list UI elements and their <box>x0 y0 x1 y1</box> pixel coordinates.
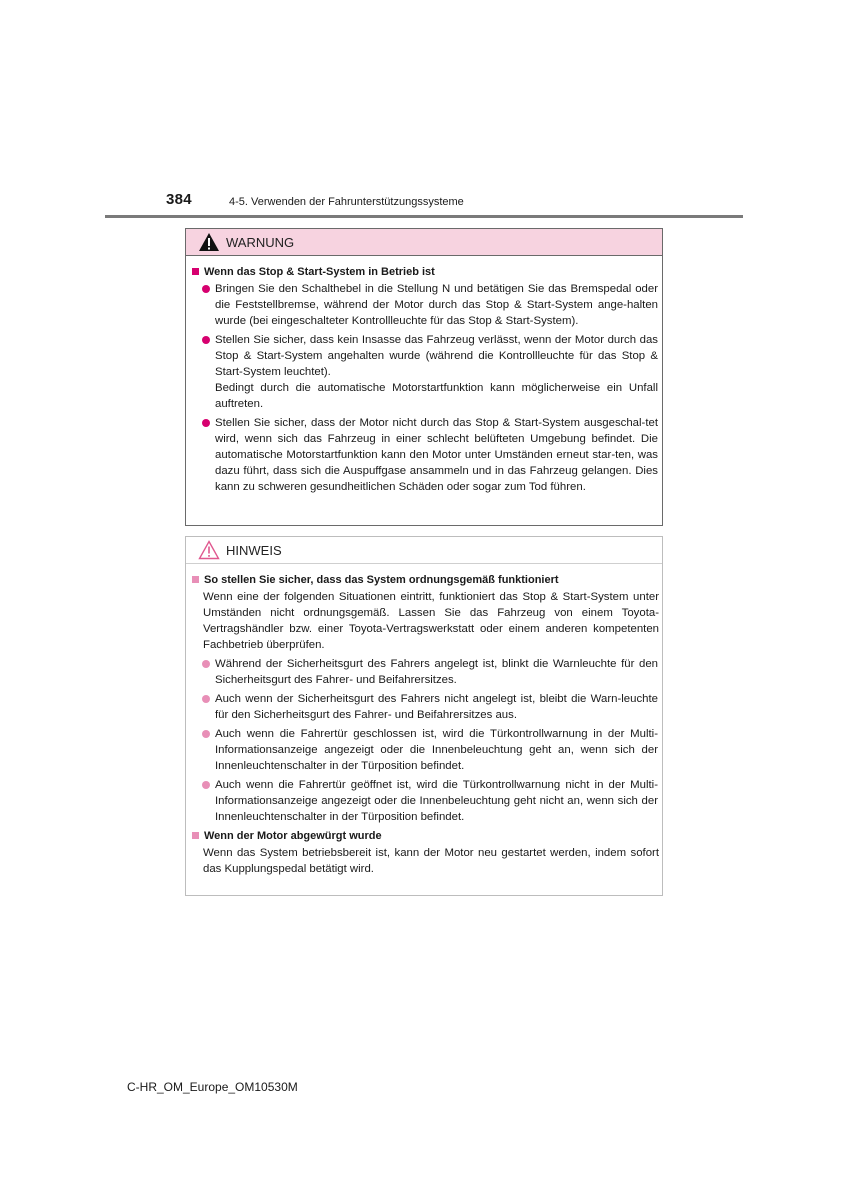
warning-heading-text: Wenn das Stop & Start-System in Betrieb ist <box>204 266 435 278</box>
warning-item-text: Stellen Sie sicher, dass der Motor nicht durch das Stop & Start-System ausgeschal-tet wird, wenn sich das Fahrzeug in einer schlecht belüfteten Umgebung befindet. Die automatische Motorstartfunktion kann den Motor unter Umständen erneut star-ten, was dazu führt, dass sich die Auspuffgase ansammeln und in das Fahrzeug gelangen. Dies kann zu schweren gesundheitlichen Schäden oder sogar zum Tod führen. <box>215 417 658 493</box>
note-header <box>186 537 662 564</box>
square-bullet-icon <box>192 576 199 583</box>
page-number: 384 <box>166 191 192 208</box>
bullet-icon <box>202 285 210 293</box>
caution-triangle-icon <box>198 540 220 560</box>
note-heading-text: Wenn der Motor abgewürgt wurde <box>204 830 382 842</box>
note-item-text: Auch wenn die Fahrertür geschlossen ist, wird die Türkontrollwarnung in der Multi-Informationsanzeige angezeigt oder die Innenbeleuchtung geht an, wenn sich der Innenleuchtenschalter in der Türposition befindet. <box>215 728 658 772</box>
bullet-icon <box>202 419 210 427</box>
bullet-icon <box>202 730 210 738</box>
note-heading-text: So stellen Sie sicher, dass das System ordnungsgemäß funktioniert <box>204 574 559 586</box>
warning-box <box>185 228 663 526</box>
note-item-text: Während der Sicherheitsgurt des Fahrers angelegt ist, blinkt die Warnleuchte für den Sicherheitsgurt des Fahrer- und Beifahrersitzes. <box>215 658 658 686</box>
warning-header <box>186 229 662 256</box>
warning-item <box>202 332 658 412</box>
warning-heading <box>190 264 658 280</box>
warning-item <box>202 281 658 329</box>
note-item <box>202 726 658 774</box>
warning-item-extra: Bedingt durch die automatische Motorstartfunktion kann möglicherweise ein Unfall auftreten. <box>215 382 658 410</box>
note-item-text: Auch wenn die Fahrertür geöffnet ist, wird die Türkontrollwarnung nicht in der Multi-Informationsanzeige angezeigt oder die Innenbeleuchtung geht nicht an, wenn sich der Innenleuchtenschalter in der Türposition befindet. <box>215 779 658 823</box>
warning-item-main: Stellen Sie sicher, dass kein Insasse das Fahrzeug verlässt, wenn der Motor durch das Stop & Start-System angehalten wurde (während die Kontrollleuchte für das Stop & Start-System leuchtet). <box>215 334 658 378</box>
document-code: C-HR_OM_Europe_OM10530M <box>127 1080 298 1094</box>
bullet-icon <box>202 781 210 789</box>
section-title: 4-5. Verwenden der Fahrunterstützungssysteme <box>229 196 464 208</box>
note-title: HINWEIS <box>226 542 282 558</box>
note-item <box>202 777 658 825</box>
bullet-icon <box>202 336 210 344</box>
square-bullet-icon <box>192 268 199 275</box>
square-bullet-icon <box>192 832 199 839</box>
header-divider <box>105 215 743 218</box>
note-item <box>202 656 658 688</box>
note-heading <box>190 572 658 588</box>
warning-item-text: Bringen Sie den Schalthebel in die Stellung N und betätigen Sie das Bremspedal oder die Feststellbremse, während der Motor durch das Stop & Start-System ange-halten wurde (bei eingeschalteter Kontrollleuchte für das Stop & Start-System). <box>215 283 658 327</box>
note-intro: Wenn eine der folgenden Situationen eintritt, funktioniert das Stop & Start-System unter Umständen nicht ordnungsgemäß. Lassen Sie das Fahrzeug von einem Toyota-Vertragshändler bzw. einer Toyota-Vertragswerkstatt oder einem anderen kompetenten Fachbetrieb überprüfen. <box>203 591 659 651</box>
warning-item-text <box>215 332 658 412</box>
note-box <box>185 536 663 896</box>
warning-title: WARNUNG <box>226 234 295 250</box>
note-outro: Wenn das System betriebsbereit ist, kann der Motor neu gestartet werden, indem sofort das Kupplungspedal betätigt wird. <box>203 847 659 875</box>
bullet-icon <box>202 660 210 668</box>
warning-item <box>202 415 658 495</box>
note-heading <box>190 828 658 844</box>
bullet-icon <box>202 695 210 703</box>
note-item <box>202 691 658 723</box>
warning-triangle-icon <box>198 232 220 252</box>
note-item-text: Auch wenn der Sicherheitsgurt des Fahrers nicht angelegt ist, bleibt die Warn-leuchte für den Sicherheitsgurt des Fahrer- und Beifahrersitzes aus. <box>215 693 658 721</box>
